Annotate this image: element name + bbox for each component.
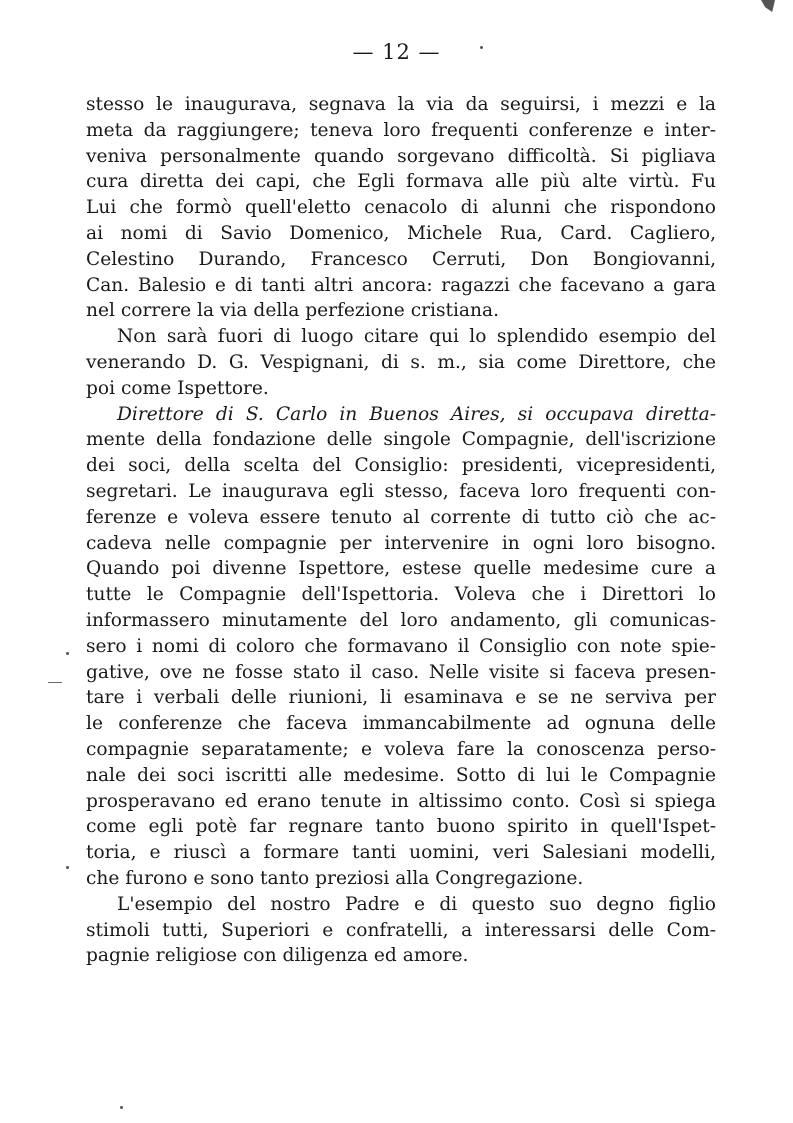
scan-speck	[761, 0, 775, 12]
text-line: tare i verbali delle riunioni, li esaminava e se ne serviva per	[86, 687, 716, 709]
text-line: gative, ove ne fosse stato il caso. Nelle visite si faceva presen-	[86, 661, 716, 683]
paragraph	[86, 402, 716, 892]
text-line: Can. Balesio e di tanti altri ancora: ragazzi che facevano a gara	[86, 274, 716, 296]
text-line: sero i nomi di coloro che formavano il Consiglio con note spie-	[86, 635, 716, 657]
scan-dot	[66, 652, 69, 655]
paragraph	[86, 92, 716, 324]
text-line: Quando poi divenne Ispettore, estese quelle medesime cure a	[86, 558, 716, 580]
text-line: prosperavano ed erano tenute in altissimo conto. Così si spiega	[86, 790, 716, 812]
text-line: stimoli tutti, Superiori e confratelli, a interessarsi delle Com-	[86, 919, 716, 941]
text-line: meta da raggiungere; teneva loro frequenti conferenze e inter-	[86, 119, 716, 141]
body-text	[86, 92, 716, 969]
text-line: Non sarà fuori di luogo citare qui lo splendido esempio del	[117, 326, 716, 348]
text-line: le conferenze che faceva immancabilmente ad ognuna delle	[86, 713, 716, 735]
text-line: ferenze e voleva essere tenuto al corrente di tutto ciò che ac-	[86, 506, 716, 528]
text-line: nel correre la via della perfezione cristiana.	[86, 300, 499, 322]
text-line: L'esempio del nostro Padre e di questo suo degno figlio	[117, 893, 716, 915]
page-number: — 12 —	[352, 40, 441, 64]
text-line: che furono e sono tanto preziosi alla Congregazione.	[86, 867, 584, 889]
text-line: venerando D. G. Vespignani, di s. m., sia come Direttore, che	[86, 351, 716, 373]
text-line: stesso le inaugurava, segnava la via da seguirsi, i mezzi e la	[86, 94, 716, 115]
margin-mark	[48, 682, 62, 683]
text-line: poi come Ispettore.	[86, 377, 269, 399]
scan-dot	[66, 866, 69, 869]
text-line: dei soci, della scelta del Consiglio: presidenti, vicepresidenti,	[86, 455, 716, 477]
scan-dot	[120, 1106, 123, 1109]
text-line: veniva personalmente quando sorgevano difficoltà. Si pigliava	[86, 145, 716, 167]
text-line: tutte le Compagnie dell'Ispettoria. Voleva che i Direttori lo	[86, 584, 716, 606]
text-line: come egli potè far regnare tanto buono spirito in quell'Ispet-	[86, 816, 716, 838]
paragraph	[86, 892, 716, 969]
text-line: pagnie religiose con diligenza ed amore.	[86, 945, 469, 967]
text-line: informassero minutamente del loro andamento, gli comunicas-	[86, 609, 716, 631]
text-line: mente della fondazione delle singole Compagnie, dell'iscrizione	[86, 429, 716, 451]
paragraph	[86, 324, 716, 401]
text-line: cura diretta dei capi, che Egli formava alle più alte virtù. Fu	[86, 171, 716, 193]
text-line: ai nomi di Savio Domenico, Michele Rua, Card. Cagliero,	[86, 222, 716, 244]
text-line: toria, e riuscì a formare tanti uomini, veri Salesiani modelli,	[86, 842, 716, 864]
text-line: compagnie separatamente; e voleva fare la conoscenza perso-	[86, 738, 716, 760]
text-line: Celestino Durando, Francesco Cerruti, Don Bongiovanni,	[86, 248, 716, 270]
text-line: Direttore di S. Carlo in Buenos Aires, si occupava diretta-	[117, 403, 716, 425]
text-line: nale dei soci iscritti alle medesime. Sotto di lui le Compagnie	[86, 764, 716, 786]
text-line: segretari. Le inaugurava egli stesso, faceva loro frequenti con-	[86, 480, 716, 502]
text-line: cadeva nelle compagnie per intervenire in ogni loro bisogno.	[86, 532, 716, 554]
text-line: Lui che formò quell'eletto cenacolo di alunni che rispondono	[86, 197, 716, 219]
